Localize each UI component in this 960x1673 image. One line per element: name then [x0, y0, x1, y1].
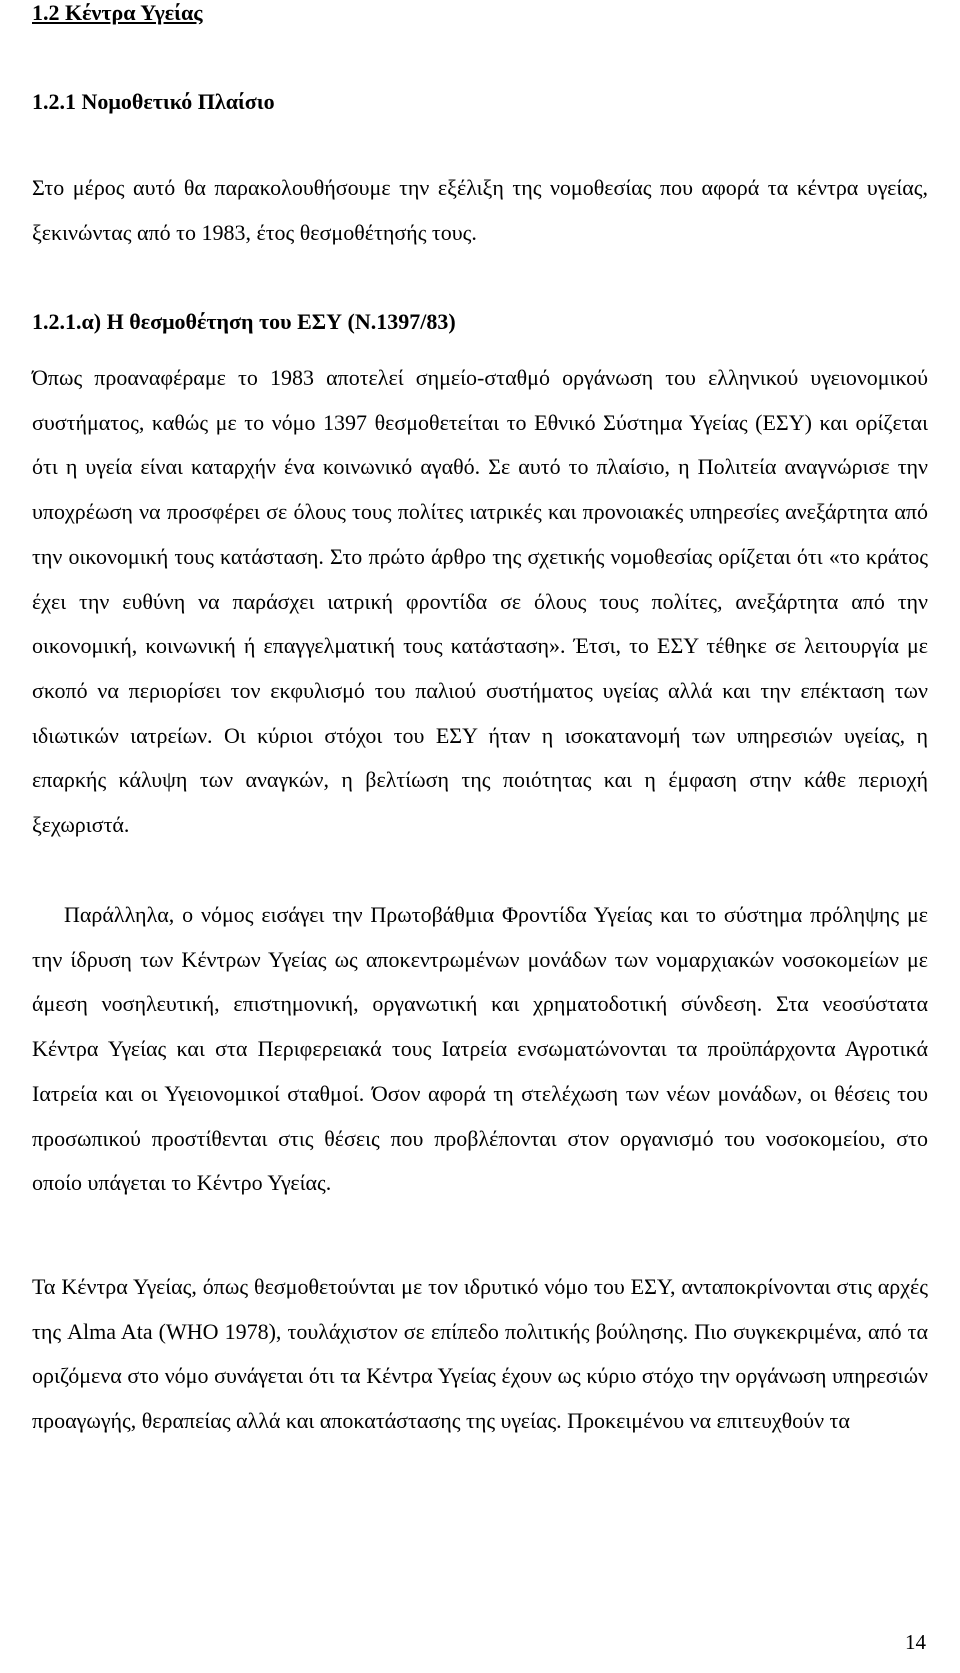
body-paragraph-primary-care: Παράλληλα, ο νόμος εισάγει την Πρωτοβάθμια Φροντίδα Υγείας και το σύστημα πρόληψης με την ίδρυση των Κέντρων Υγείας ως αποκεντρωμένων μονάδων των νομαρχιακών νοσοκομείων με άμεση νοσηλευτική, επιστημονική, οργανωτική και χρηματοδοτική σύνδεση. Στα νεοσύστατα Κέντρα Υγείας και στα Περιφερειακά τους Ιατρεία ενσωματώνονται τα προϋπάρχοντα Αγροτικά Ιατρεία και οι Υγειονομικοί σταθμοί. Όσον αφορά τη στελέχωση των νέων μονάδων, οι θέσεις του προσωπικού προστίθενται στις θέσεις που προβλέπονται στον οργανισμό του νοσοκομείου, στο οποίο υπάγεται το Κέντρο Υγείας.	[32, 902, 928, 1196]
intro-paragraph: Στο μέρος αυτό θα παρακολουθήσουμε την εξέλιξη της νομοθεσίας που αφορά τα κέντρα υγείας, ξεκινώντας από το 1983, έτος θεσμοθέτησής τους.	[32, 175, 928, 245]
page-number: 14	[905, 1630, 926, 1654]
body-paragraph-ensy: Όπως προαναφέραμε το 1983 αποτελεί σημείο-σταθμό οργάνωση του ελληνικού υγειονομικού συστήματος, καθώς με το νόμο 1397 θεσμοθετείται το Εθνικό Σύστημα Υγείας (ΕΣΥ) και ορίζεται ότι η υγεία είναι καταρχήν ένα κοινωνικό αγαθό. Σε αυτό το πλαίσιο, η Πολιτεία αναγνώρισε την υποχρέωση να προσφέρει σε όλους τους πολίτες ιατρικές και προνοιακές υπηρεσίες ανεξάρτητα από την οικονομική τους κατάσταση. Στο πρώτο άρθρο της σχετικής νομοθεσίας ορίζεται ότι «το κράτος έχει την ευθύνη να παράσχει ιατρική φροντίδα σε όλους τους πολίτες, ανεξάρτητα από την οικονομική, κοινωνική ή επαγγελματική τους κατάσταση». Έτσι, το ΕΣΥ τέθηκε σε λειτουργία με σκοπό να περιορίσει τον εκφυλισμό του παλιού συστήματος υγείας αλλά και την επέκταση των ιδιωτικών ιατρείων. Οι κύριοι στόχοι του ΕΣΥ ήταν η ισοκατανομή των υπηρεσιών υγείας, η επαρκής κάλυψη των αναγκών, η βελτίωση της ποιότητας και η έμφαση στην κάθε περιοχή ξεχωριστά.	[32, 365, 928, 838]
subsubsection-heading: 1.2.1.α) Η θεσμοθέτηση του ΕΣΥ (Ν.1397/83)	[32, 309, 456, 334]
subsection-heading: 1.2.1 Νομοθετικό Πλαίσιο	[32, 89, 275, 114]
body-paragraph-alma-ata: Τα Κέντρα Υγείας, όπως θεσμοθετούνται με τον ιδρυτικό νόμο του ΕΣΥ, ανταποκρίνονται στις αρχές της Alma Ata (WHO 1978), τουλάχιστον σε επίπεδο πολιτικής βούλησης. Πιο συγκεκριμένα, από τα οριζόμενα στο νόμο συνάγεται ότι τα Κέντρα Υγείας έχουν ως κύριο στόχο την οργάνωση υπηρεσιών προαγωγής, θεραπείας αλλά και αποκατάστασης της υγείας. Προκειμένου να επιτευχθούν τα	[32, 1274, 928, 1434]
section-heading: 1.2 Κέντρα Υγείας	[32, 0, 203, 25]
